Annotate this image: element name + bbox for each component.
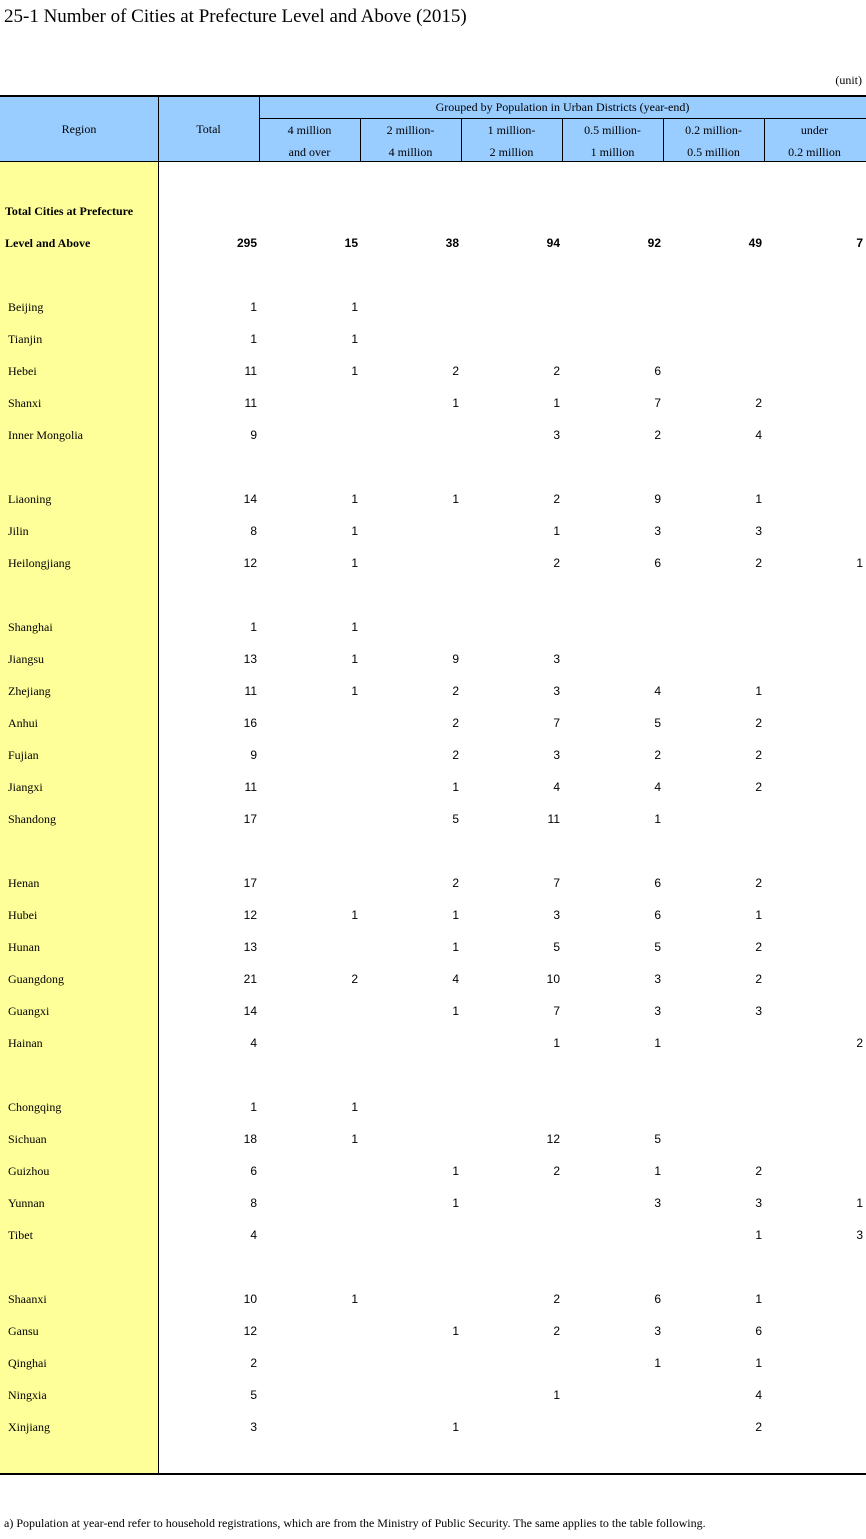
cell-total: 4 [250, 1228, 257, 1242]
cell-group-2: 1 [452, 492, 459, 506]
cell-group-4: 1 [654, 1164, 661, 1178]
table-row [0, 1283, 866, 1315]
cell-group-2: 38 [445, 236, 459, 250]
cell-total: 17 [243, 876, 257, 890]
cell-group-5: 4 [755, 1388, 762, 1402]
cell-group-3: 3 [553, 908, 560, 922]
cell-group-4: 92 [647, 236, 661, 250]
table-row [0, 483, 866, 515]
region-name: Jiangsu [8, 652, 44, 666]
table-row [0, 515, 866, 547]
region-name: Qinghai [8, 1356, 47, 1370]
cell-group-2: 2 [452, 876, 459, 890]
cell-group-2: 1 [452, 1004, 459, 1018]
region-name: Sichuan [8, 1132, 47, 1146]
cell-group-3: 3 [553, 748, 560, 762]
header-region: Region [61, 122, 97, 136]
cell-group-4: 5 [654, 1132, 661, 1146]
table-row [0, 643, 866, 675]
column-header-2-line1: 2 million- [386, 123, 435, 137]
cell-group-4: 3 [654, 1324, 661, 1338]
column-header-1-line1: 4 million [287, 123, 332, 137]
cell-total: 9 [250, 748, 257, 762]
total-row-label-line2: Level and Above [5, 236, 91, 250]
cell-group-1: 1 [351, 652, 358, 666]
cell-group-1: 1 [351, 1292, 358, 1306]
cell-group-3: 5 [553, 940, 560, 954]
unit-label: (unit) [835, 73, 862, 87]
cell-total: 4 [250, 1036, 257, 1050]
cell-group-5: 2 [755, 940, 762, 954]
region-name: Guizhou [8, 1164, 50, 1178]
page-title: 25-1 Number of Cities at Prefecture Level and Above (2015) [4, 6, 467, 27]
cell-group-5: 1 [755, 1228, 762, 1242]
cell-group-5: 3 [755, 1196, 762, 1210]
region-name: Guangdong [8, 972, 64, 986]
cell-group-3: 1 [553, 524, 560, 538]
cell-group-1: 15 [344, 236, 358, 250]
cell-group-4: 5 [654, 716, 661, 730]
cell-total: 18 [243, 1132, 257, 1146]
cell-group-4: 1 [654, 812, 661, 826]
region-name: Liaoning [8, 492, 52, 506]
table-row [0, 611, 866, 643]
cell-group-3: 94 [546, 236, 560, 250]
region-name: Guangxi [8, 1004, 50, 1018]
cell-group-1: 1 [351, 332, 358, 346]
column-header-1-line2: and over [288, 145, 331, 159]
cell-group-3: 2 [553, 1164, 560, 1178]
cell-total: 16 [243, 716, 257, 730]
cell-total: 13 [243, 940, 257, 954]
cell-group-3: 11 [547, 812, 560, 826]
region-name: Shanxi [8, 396, 42, 410]
table-row [0, 867, 866, 899]
column-header-3-line1: 1 million- [487, 123, 536, 137]
cell-group-5: 1 [755, 908, 762, 922]
cell-group-5: 1 [755, 1292, 762, 1306]
table-row [0, 419, 866, 451]
cell-total: 14 [243, 1004, 257, 1018]
cell-total: 295 [236, 236, 257, 250]
region-name: Shaanxi [8, 1292, 47, 1306]
cell-group-5: 2 [755, 1420, 762, 1434]
region-name: Ningxia [8, 1388, 47, 1402]
region-name: Henan [8, 876, 40, 890]
cell-total: 1 [250, 300, 257, 314]
cell-total: 12 [243, 908, 257, 922]
cell-group-6: 3 [856, 1228, 863, 1242]
cell-group-1: 1 [351, 556, 358, 570]
table-row [0, 899, 866, 931]
cell-group-4: 3 [654, 524, 661, 538]
cell-group-2: 1 [452, 1420, 459, 1434]
region-name: Hunan [8, 940, 40, 954]
cell-total: 2 [250, 1356, 257, 1370]
cell-group-2: 2 [452, 748, 459, 762]
cell-group-1: 1 [351, 524, 358, 538]
cell-total: 11 [244, 780, 257, 794]
region-name: Tibet [8, 1228, 33, 1242]
column-header-3-line2: 2 million [489, 145, 534, 159]
cell-group-3: 2 [553, 364, 560, 378]
cell-group-2: 1 [452, 940, 459, 954]
table-row [0, 387, 866, 419]
cell-group-4: 5 [654, 940, 661, 954]
cell-group-5: 2 [755, 972, 762, 986]
cell-group-2: 1 [452, 780, 459, 794]
table-row [0, 963, 866, 995]
cell-group-3: 2 [553, 1292, 560, 1306]
cell-group-1: 2 [351, 972, 358, 986]
cell-group-5: 2 [755, 780, 762, 794]
column-header-6-line1: under [800, 123, 829, 137]
cell-total: 8 [250, 1196, 257, 1210]
cell-group-4: 7 [654, 396, 661, 410]
cell-group-5: 2 [755, 716, 762, 730]
cell-group-6: 1 [856, 1196, 863, 1210]
cell-group-3: 3 [553, 428, 560, 442]
region-name: Jilin [8, 524, 29, 538]
cell-group-5: 1 [755, 492, 762, 506]
cell-group-1: 1 [351, 300, 358, 314]
region-name: Heilongjiang [8, 556, 71, 570]
cell-group-3: 3 [553, 684, 560, 698]
cell-group-2: 1 [452, 1164, 459, 1178]
header-group: Grouped by Population in Urban Districts (year-end) [435, 100, 690, 114]
cell-total: 1 [250, 332, 257, 346]
cell-group-2: 9 [452, 652, 459, 666]
cell-group-1: 1 [351, 1100, 358, 1114]
table-row [0, 803, 866, 835]
table-row [0, 1155, 866, 1187]
cell-group-3: 7 [553, 1004, 560, 1018]
table-row [0, 739, 866, 771]
cell-group-5: 2 [755, 556, 762, 570]
column-header-5-line2: 0.5 million [687, 145, 740, 159]
table-row [0, 1379, 866, 1411]
cell-group-4: 3 [654, 1196, 661, 1210]
cell-group-2: 1 [452, 1324, 459, 1338]
cell-group-4: 3 [654, 972, 661, 986]
table-row [0, 1411, 866, 1443]
cell-group-4: 2 [654, 428, 661, 442]
region-name: Gansu [8, 1324, 39, 1338]
region-name: Hubei [8, 908, 38, 922]
cell-group-5: 3 [755, 1004, 762, 1018]
cell-total: 12 [243, 1324, 257, 1338]
cell-group-5: 49 [748, 236, 762, 250]
footnote: a) Population at year-end refer to household registrations, which are from the Ministry of Public Security. The same applies to the table following. [4, 1516, 706, 1530]
cell-total: 12 [243, 556, 257, 570]
cell-group-2: 2 [452, 364, 459, 378]
cell-group-6: 2 [856, 1036, 863, 1050]
cell-group-3: 10 [546, 972, 560, 986]
table-row [0, 1123, 866, 1155]
table-row [0, 1347, 866, 1379]
table-row [0, 1219, 866, 1251]
region-name: Chongqing [8, 1100, 62, 1114]
cell-group-4: 4 [654, 684, 661, 698]
cell-group-5: 4 [755, 428, 762, 442]
column-header-4-line2: 1 million [590, 145, 635, 159]
cell-group-1: 1 [351, 364, 358, 378]
region-name: Beijing [8, 300, 44, 314]
cell-total: 5 [250, 1388, 257, 1402]
cell-group-1: 1 [351, 1132, 358, 1146]
cell-group-4: 3 [654, 1004, 661, 1018]
region-name: Tianjin [8, 332, 43, 346]
table-row [0, 931, 866, 963]
table-row [0, 771, 866, 803]
cell-group-4: 9 [654, 492, 661, 506]
cell-group-3: 3 [553, 652, 560, 666]
cell-group-3: 12 [546, 1132, 560, 1146]
cell-group-5: 3 [755, 524, 762, 538]
column-header-4-line1: 0.5 million- [584, 123, 641, 137]
region-name: Hainan [8, 1036, 43, 1050]
column-header-2-line2: 4 million [388, 145, 433, 159]
cell-total: 3 [250, 1420, 257, 1434]
cell-group-4: 1 [654, 1356, 661, 1370]
cell-group-5: 2 [755, 1164, 762, 1178]
cell-group-1: 1 [351, 908, 358, 922]
table-row-total [0, 227, 866, 259]
cell-group-1: 1 [351, 684, 358, 698]
table-row [0, 547, 866, 579]
cell-group-3: 1 [553, 1036, 560, 1050]
cell-group-1: 1 [351, 620, 358, 634]
region-name: Fujian [8, 748, 39, 762]
cell-group-4: 6 [654, 364, 661, 378]
cell-group-5: 6 [755, 1324, 762, 1338]
cell-group-4: 2 [654, 748, 661, 762]
cities-table [0, 95, 866, 1475]
table-row [0, 291, 866, 323]
cell-group-5: 2 [755, 876, 762, 890]
table-row [0, 355, 866, 387]
table-row [0, 323, 866, 355]
cell-total: 17 [243, 812, 257, 826]
cell-total: 11 [244, 684, 257, 698]
cell-total: 13 [243, 652, 257, 666]
region-name: Zhejiang [8, 684, 51, 698]
cell-group-4: 6 [654, 556, 661, 570]
table-row [0, 1315, 866, 1347]
cell-total: 21 [243, 972, 257, 986]
cell-group-4: 6 [654, 1292, 661, 1306]
cell-group-1: 1 [351, 492, 358, 506]
column-header-6-line2: 0.2 million [788, 145, 841, 159]
table-bottom-border [0, 1473, 866, 1475]
cell-total: 1 [250, 1100, 257, 1114]
cell-total: 14 [243, 492, 257, 506]
cell-group-2: 1 [452, 908, 459, 922]
table-row [0, 1091, 866, 1123]
cell-group-4: 1 [654, 1036, 661, 1050]
cell-group-4: 6 [654, 908, 661, 922]
region-name: Xinjiang [8, 1420, 50, 1434]
table-row [0, 995, 866, 1027]
cell-group-2: 1 [452, 396, 459, 410]
cell-group-4: 6 [654, 876, 661, 890]
cell-group-2: 5 [452, 812, 459, 826]
table-top-border [0, 95, 866, 97]
cell-total: 10 [243, 1292, 257, 1306]
cell-group-3: 7 [553, 716, 560, 730]
cell-group-3: 2 [553, 492, 560, 506]
table-row [0, 1187, 866, 1219]
region-name: Anhui [8, 716, 38, 730]
cell-group-5: 2 [755, 396, 762, 410]
region-name: Hebei [8, 364, 37, 378]
cell-total: 9 [250, 428, 257, 442]
cell-total: 8 [250, 524, 257, 538]
total-row-label-line1: Total Cities at Prefecture [5, 204, 134, 218]
cell-group-2: 2 [452, 684, 459, 698]
cell-group-3: 2 [553, 1324, 560, 1338]
cell-group-2: 2 [452, 716, 459, 730]
table-row [0, 675, 866, 707]
region-name: Shanghai [8, 620, 53, 634]
cell-total: 11 [244, 396, 257, 410]
cell-group-3: 1 [553, 396, 560, 410]
cell-total: 11 [244, 364, 257, 378]
cell-group-6: 1 [856, 556, 863, 570]
cell-group-3: 7 [553, 876, 560, 890]
cell-group-5: 1 [755, 684, 762, 698]
cell-group-3: 1 [553, 1388, 560, 1402]
cell-group-2: 1 [452, 1196, 459, 1210]
cell-group-4: 4 [654, 780, 661, 794]
table-row [0, 1027, 866, 1059]
cell-group-6: 7 [856, 236, 863, 250]
column-header-5-line1: 0.2 million- [685, 123, 742, 137]
cell-group-2: 4 [452, 972, 459, 986]
table-row [0, 707, 866, 739]
cell-group-5: 2 [755, 748, 762, 762]
cell-group-3: 2 [553, 556, 560, 570]
header-total: Total [196, 122, 221, 136]
cell-total: 6 [250, 1164, 257, 1178]
region-name: Jiangxi [8, 780, 43, 794]
region-name: Inner Mongolia [8, 428, 83, 442]
cell-group-3: 4 [553, 780, 560, 794]
cell-group-5: 1 [755, 1356, 762, 1370]
header-bottom-border [0, 161, 866, 162]
region-name: Yunnan [8, 1196, 45, 1210]
cell-total: 1 [250, 620, 257, 634]
region-name: Shandong [8, 812, 56, 826]
